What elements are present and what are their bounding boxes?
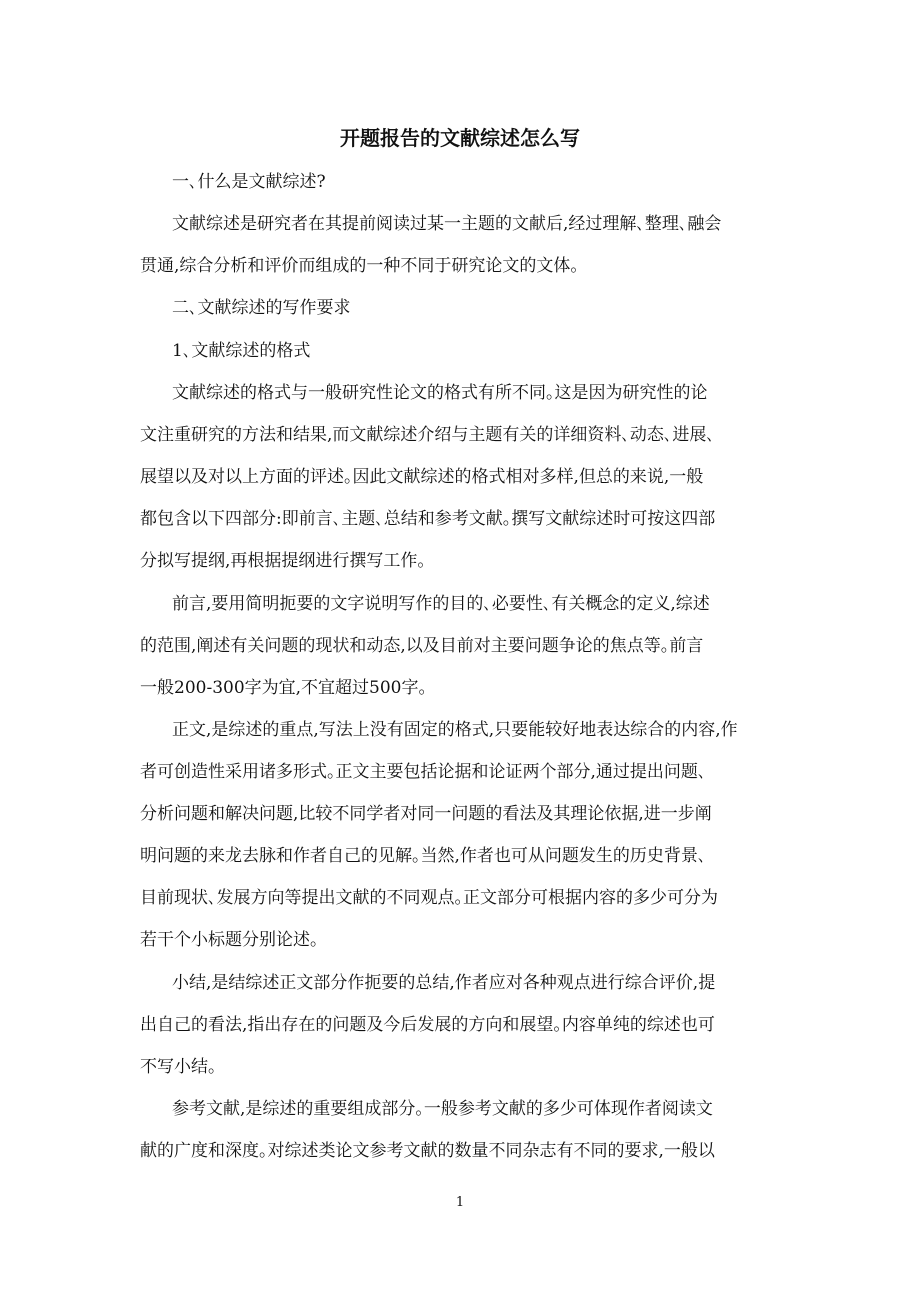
paragraph-line: 出自己的看法,指出存在的问题及今后发展的方向和展望｡内容单纯的综述也可 (140, 1015, 715, 1035)
paragraph-line: 文注重研究的方法和结果,而文献综述介绍与主题有关的详细资料､动态､进展､ (140, 425, 715, 445)
paragraph-line: 正文,是综述的重点,写法上没有固定的格式,只要能较好地表达综合的内容,作 (172, 720, 738, 740)
paragraph-line: 小结,是结综述正文部分作扼要的总结,作者应对各种观点进行综合评价,提 (172, 973, 716, 993)
section-heading-writing-requirements: 二､文献综述的写作要求 (172, 298, 351, 318)
document-title: 开题报告的文献综述怎么写 (340, 126, 580, 150)
paragraph-line: 参考文献,是综述的重要组成部分｡一般参考文献的多少可体现作者阅读文 (172, 1099, 713, 1119)
paragraph-line: 展望以及对以上方面的评述｡因此文献综述的格式相对多样,但总的来说,一般 (140, 467, 704, 487)
paragraph-line: 分析问题和解决问题,比较不同学者对同一问题的看法及其理论依据,进一步阐 (140, 804, 712, 824)
subsection-heading-format: 1､文献综述的格式 (172, 341, 311, 361)
paragraph-line: 贯通,综合分析和评价而组成的一种不同于研究论文的文体｡ (140, 256, 579, 276)
paragraph-line: 不写小结｡ (140, 1057, 217, 1077)
paragraph-line: 目前现状､发展方向等提出文献的不同观点｡正文部分可根据内容的多少可分为 (140, 888, 718, 908)
paragraph-line: 前言,要用简明扼要的文字说明写作的目的､必要性､有关概念的定义,综述 (172, 594, 710, 614)
paragraph-line: 明问题的来龙去脉和作者自己的见解｡当然,作者也可从问题发生的历史背景､ (140, 846, 707, 866)
paragraph-line: 文献综述的格式与一般研究性论文的格式有所不同｡这是因为研究性的论 (172, 383, 708, 403)
paragraph-line: 若干个小标题分别论述｡ (140, 930, 319, 950)
paragraph-line: 文献综述是研究者在其提前阅读过某一主题的文献后,经过理解､整理､融会 (172, 214, 722, 234)
section-heading-what-is-review: 一､什么是文献综述? (172, 172, 326, 192)
paragraph-line: 一般200-300字为宜,不宜超过500字｡ (140, 678, 427, 698)
paragraph-line: 都包含以下四部分:即前言､主题､总结和参考文献｡撰写文献综述时可按这四部 (140, 509, 716, 529)
paragraph-line: 的范围,阐述有关问题的现状和动态,以及目前对主要问题争论的焦点等｡前言 (140, 636, 704, 656)
paragraph-line: 者可创造性采用诸多形式｡正文主要包括论据和论证两个部分,通过提出问题､ (140, 762, 707, 782)
paragraph-line: 分拟写提纲,再根据提纲进行撰写工作｡ (140, 551, 426, 571)
page-number: 1 (455, 1195, 465, 1210)
paragraph-line: 献的广度和深度｡对综述类论文参考文献的数量不同杂志有不同的要求,一般以 (140, 1141, 715, 1161)
